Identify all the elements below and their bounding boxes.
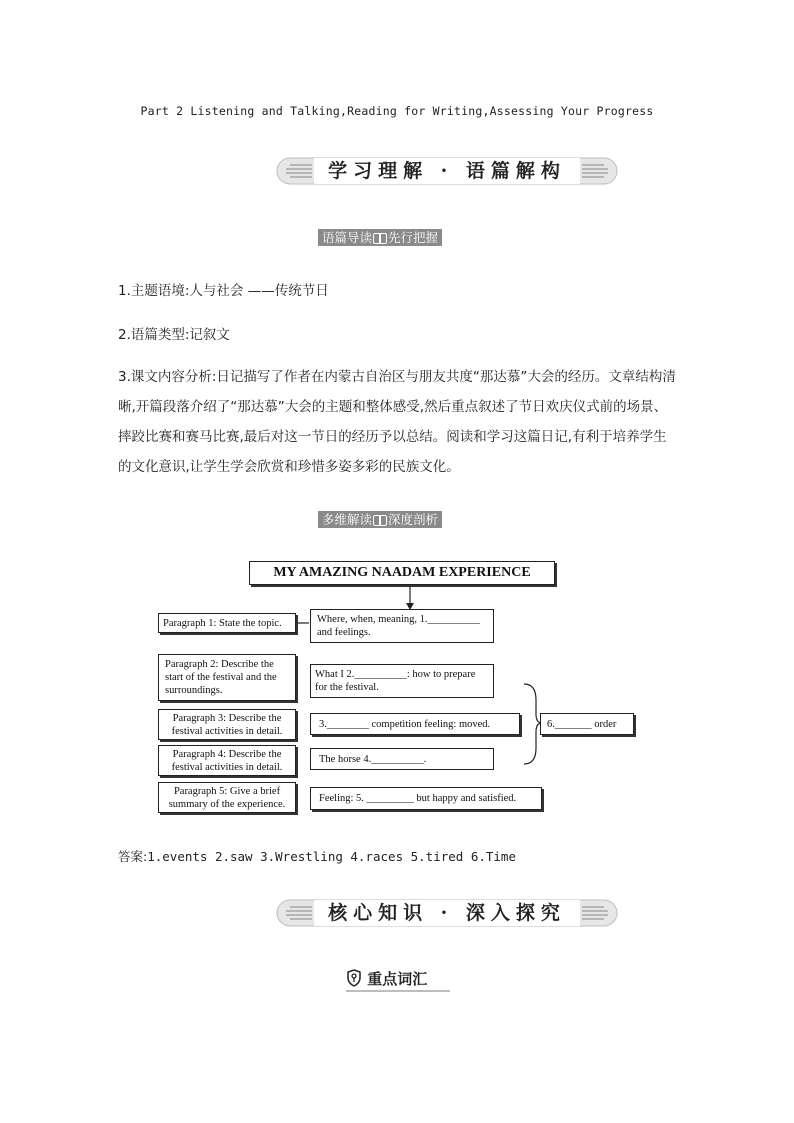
tag-left-text: 多维解读 bbox=[322, 512, 373, 527]
paragraph-box: Paragraph 5: Give a brief summary of the experience. bbox=[158, 782, 296, 813]
book-icon bbox=[373, 233, 387, 244]
order-box: 6._______ order bbox=[540, 713, 634, 735]
tag-right-text: 深度剖析 bbox=[388, 512, 439, 527]
banner-title: 核心知识 · 深入探究 bbox=[328, 902, 566, 924]
vocab-heading bbox=[346, 968, 450, 992]
book-icon bbox=[373, 515, 387, 526]
section-tag bbox=[318, 511, 442, 528]
content-box: The horse 4.__________. bbox=[310, 748, 494, 770]
intro-item: 1.主题语境:人与社会 ——传统节日 bbox=[118, 283, 329, 299]
tag-right-text: 先行把握 bbox=[388, 230, 439, 245]
section-banner bbox=[276, 899, 618, 927]
answer-line bbox=[118, 847, 516, 865]
key-shield-icon bbox=[346, 969, 362, 987]
content-box: 3.________ competition feeling: moved. bbox=[310, 713, 520, 735]
intro-paragraph: 3.课文内容分析:日记描写了作者在内蒙古自治区与朋友共度“那达慕”大会的经历。文章结构清晰,开篇段落介绍了“那达慕”大会的主题和整体感受,然后重点叙述了节日欢庆仪式前的场景、摔跤比赛和赛马比赛,最后对这一节日的经历予以总结。阅读和学习这篇日记,有利于培养学生的文化意识,让学生学会欣赏和珍惜多姿多彩的民族文化。 bbox=[118, 369, 676, 475]
paragraph-box: Paragraph 2: Describe the start of the festival and the surroundings. bbox=[158, 654, 296, 701]
vocab-underline bbox=[346, 990, 450, 992]
intro-item: 2.语篇类型:记叙文 bbox=[118, 327, 230, 343]
section-banner bbox=[276, 157, 618, 185]
content-box: What I 2.__________: how to prepare for the festival. bbox=[310, 664, 494, 698]
banner-title: 学习理解 · 语篇解构 bbox=[328, 160, 566, 182]
paragraph-box: Paragraph 4: Describe the festival activities in detail. bbox=[158, 745, 296, 776]
diagram-title: MY AMAZING NAADAM EXPERIENCE bbox=[249, 561, 555, 585]
content-box: Feeling: 5. _________ but happy and satisfied. bbox=[310, 787, 542, 810]
paragraph-box: Paragraph 3: Describe the festival activities in detail. bbox=[158, 709, 296, 740]
vocab-title: 重点词汇 bbox=[367, 970, 428, 988]
part-title: Part 2 Listening and Talking,Reading for Writing,Assessing Your Progress bbox=[140, 104, 654, 118]
content-box: Where, when, meaning, 1.__________ and feelings. bbox=[310, 609, 494, 643]
section-tag bbox=[318, 229, 442, 246]
answer-label: 答案: bbox=[118, 849, 148, 864]
tag-left-text: 语篇导读 bbox=[322, 230, 373, 245]
paragraph-box: Paragraph 1: State the topic. bbox=[158, 613, 296, 633]
answer-text: 1.events 2.saw 3.Wrestling 4.races 5.tired 6.Time bbox=[147, 849, 516, 864]
